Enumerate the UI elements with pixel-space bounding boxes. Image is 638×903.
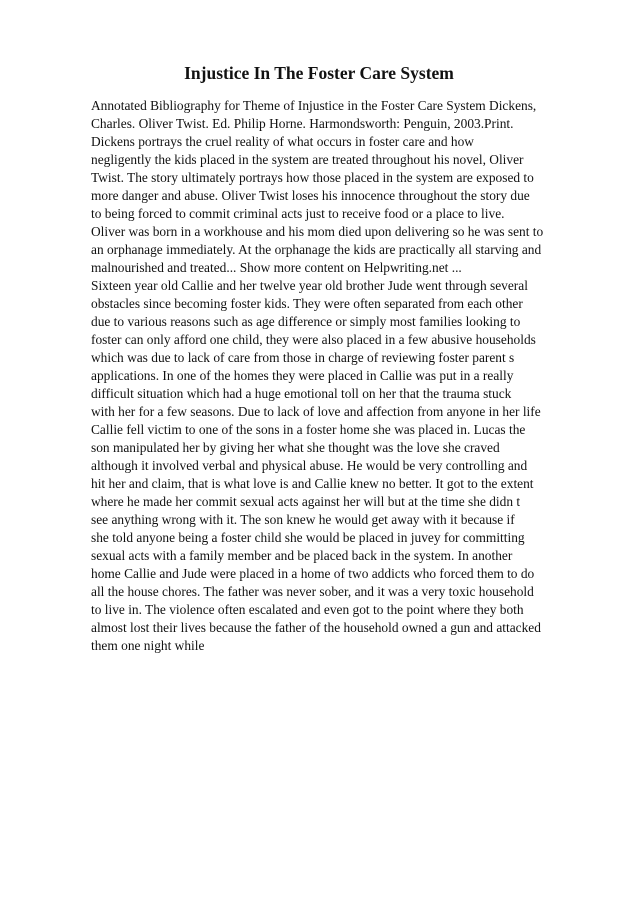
body-line: applications. In one of the homes they were placed in Callie was put in a really — [91, 368, 514, 383]
body-line: she told anyone being a foster child she would be placed in juvey for committing — [91, 530, 525, 545]
body-line: although it involved verbal and physical abuse. He would be very controlling and — [91, 458, 528, 473]
body-line: obstacles since becoming foster kids. They were often separated from each other — [91, 296, 523, 311]
body-line: malnourished and treated... Show more content on Helpwriting.net ... — [91, 260, 462, 275]
body-line: them one night while — [91, 638, 205, 653]
body-line: with her for a few seasons. Due to lack of love and affection from anyone in her life — [91, 404, 541, 419]
document-title: Injustice In The Foster Care System — [184, 63, 454, 83]
body-line: sexual acts with a family member and be placed back in the system. In another — [91, 548, 513, 563]
body-line: see anything wrong with it. The son knew he would get away with it because if — [91, 512, 515, 527]
body-line: Oliver was born in a workhouse and his mom died upon delivering so he was sent to — [91, 224, 544, 239]
body-line: Annotated Bibliography for Theme of Injustice in the Foster Care System Dickens, — [91, 98, 537, 113]
body-line: difficult situation which had a huge emotional toll on her that the trauma stuck — [91, 386, 512, 401]
body-line: to live in. The violence often escalated and even got to the point where they both — [91, 602, 524, 617]
body-line: son manipulated her by giving her what she thought was the love she craved — [91, 440, 500, 455]
body-line: Twist. The story ultimately portrays how those placed in the system are exposed to — [91, 170, 534, 185]
body-line: hit her and claim, that is what love is and Callie knew no better. It got to the extent — [91, 476, 534, 491]
body-line: to being forced to commit criminal acts just to receive food or a place to live. — [91, 206, 505, 221]
body-line: Callie fell victim to one of the sons in a foster home she was placed in. Lucas the — [91, 422, 526, 437]
body-line: an orphanage immediately. At the orphanage the kids are practically all starving and — [91, 242, 542, 257]
body-line: due to various reasons such as age difference or simply most families looking to — [91, 314, 521, 329]
body-line: more danger and abuse. Oliver Twist loses his innocence throughout the story due — [91, 188, 530, 203]
body-line: negligently the kids placed in the system are treated throughout his novel, Oliver — [91, 152, 524, 167]
body-line: where he made her commit sexual acts against her will but at the time she didn t — [91, 494, 521, 509]
body-line: which was due to lack of care from those in charge of reviewing foster parent s — [91, 350, 515, 365]
body-line: all the house chores. The father was never sober, and it was a very toxic household — [91, 584, 534, 599]
body-line: Dickens portrays the cruel reality of what occurs in foster care and how — [91, 134, 474, 149]
body-line: Sixteen year old Callie and her twelve year old brother Jude went through several — [91, 278, 528, 293]
document-body — [91, 97, 601, 655]
body-line: home Callie and Jude were placed in a home of two addicts who forced them to do — [91, 566, 535, 581]
body-line: almost lost their lives because the father of the household owned a gun and attacked — [91, 620, 541, 635]
body-line: foster can only afford one child, they were also placed in a few abusive households — [91, 332, 536, 347]
body-line: Charles. Oliver Twist. Ed. Philip Horne. Harmondsworth: Penguin, 2003.Print. — [91, 116, 514, 131]
